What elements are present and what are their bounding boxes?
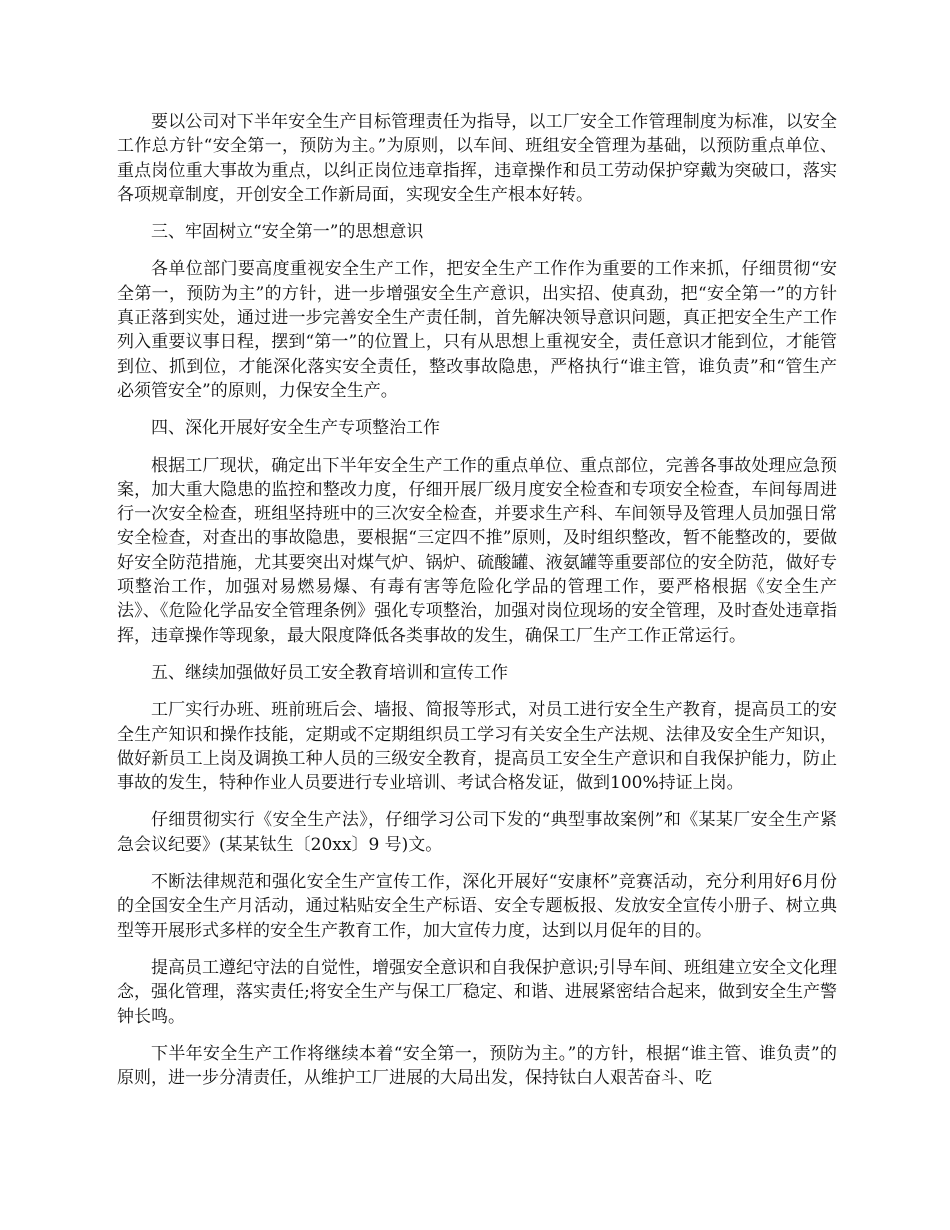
paragraph-awareness: 提高员工遵纪守法的自觉性，增强安全意识和自我保护意识;引导车间、班组建立安全文化理念，强化管理，落实责任;将安全生产与保工厂稳定、和谐、进展紧密结合起来，做到安全生产警钟长鸣。 [117, 957, 837, 1027]
paragraph-training: 工厂实行办班、班前班后会、墙报、简报等形式，对员工进行安全生产教育，提高员工的安全生产知识和操作技能，定期或不定期组织员工学习有关安全生产法规、法律及安全生产知识，做好新员工上岗及调换工种人员的三级安全教育，提高员工安全生产意识和自我保护能力，防止事故的发生，特种作业人员要进行专业培训、考试合格发证，做到100%持证上岗。 [117, 700, 837, 794]
paragraph-conclusion: 下半年安全生产工作将继续本着“安全第一，预防为主。”的方针，根据“谁主管、谁负责”的原则，进一步分清责任，从维护工厂进展的大局出发，保持钛白人艰苦奋斗、吃 [117, 1043, 837, 1089]
paragraph-safety-law: 仔细贯彻实行《安全生产法》，仔细学习公司下发的“典型事故案例”和《某某厂安全生产紧急会议纪要》(某某钛生〔20xx〕9 号)文。 [117, 810, 837, 855]
paragraph-section-4: 根据工厂现状，确定出下半年安全生产工作的重点单位、重点部位，完善各事故处理应急预案，加大重大隐患的监控和整改力度，仔细开展厂级月度安全检查和专项安全检查，车间每周进行一次安全检查，班组坚持班中的三次安全检查，并要求生产科、车间领导及管理人员加强日常安全检查，对查出的事故隐患，要根据“三定四不推”原则，及时组织整改，暂不能整改的，要做好安全防范措施，尤其要突出对煤气炉、锅炉、硫酸罐、液氨罐等重要部位的安全防范，做好专项整治工作，加强对易燃易爆、有毒有害等危险化学品的管理工作，要严格根据《安全生产法》、《危险化学品安全管理条例》强化专项整治，加强对岗位现场的安全管理，及时查处违章指挥，违章操作等现象，最大限度降低各类事故的发生，确保工厂生产工作正常运行。 [117, 455, 837, 646]
paragraph-section-3: 各单位部门要高度重视安全生产工作，把安全生产工作作为重要的工作来抓，仔细贯彻“安全第一，预防为主”的方针，进一步增强安全生产意识，出实招、使真劲，把“安全第一”的方针真正落到实处，通过进一步完善安全生产责任制，首先解决领导意识问题，真正把安全生产工作列入重要议事日程，摆到“第一”的位置上，只有从思想上重视安全，责任意识才能到位，才能管到位、抓到位，才能深化落实安全责任，整改事故隐患，严格执行“谁主管，谁负责”和“管生产必须管安全”的原则，力保安全生产。 [117, 259, 837, 401]
section-heading-5: 五、继续加强做好员工安全教育培训和宣传工作 [151, 662, 508, 683]
section-heading-3: 三、牢固树立“安全第一”的思想意识 [151, 222, 424, 243]
paragraph-publicity: 不断法律规范和强化安全生产宣传工作，深化开展好“安康杯”竞赛活动，充分利用好6月份的全国安全生产月活动，通过粘贴安全生产标语、安全专题板报、发放安全宣传小册子、树立典型等开展形式多样的安全生产教育工作，加大宣传力度，达到以月促年的目的。 [117, 872, 837, 941]
document-body [117, 110, 837, 1103]
paragraph-intro: 要以公司对下半年安全生产目标管理责任为指导，以工厂安全工作管理制度为标准，以安全工作总方针“安全第一，预防为主。”为原则，以车间、班组安全管理为基础，以预防重点单位、重点岗位重大事故为重点，以纠正岗位违章指挥，违章操作和员工劳动保护穿戴为突破口，落实各项规章制度，开创安全工作新局面，实现安全生产根本好转。 [117, 112, 837, 205]
section-heading-4: 四、深化开展好安全生产专项整治工作 [151, 418, 440, 439]
